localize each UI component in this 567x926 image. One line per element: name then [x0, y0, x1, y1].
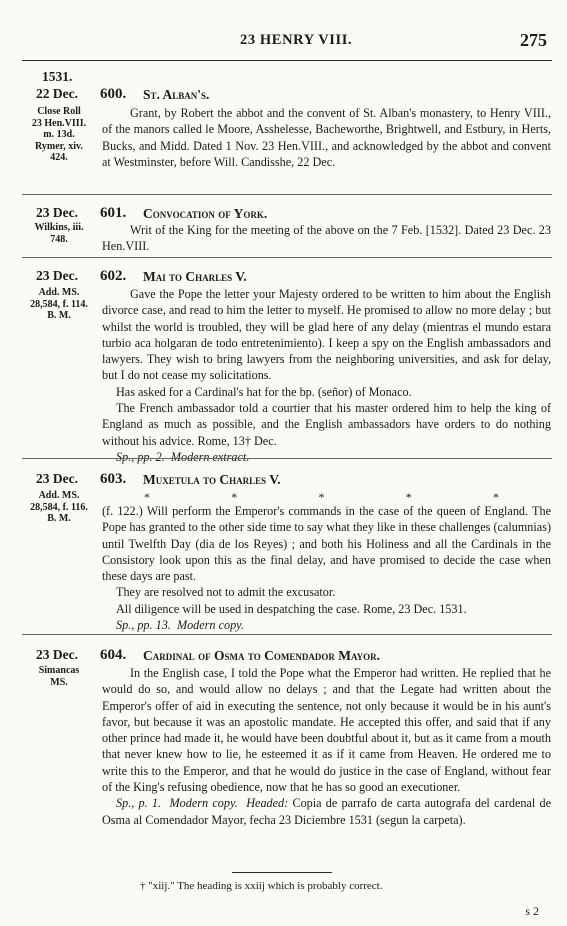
headed-text: Copia de parrafo de carta autografa del cardenal de Osma al Comendador Mayor, fecha 23 Diciembre 1531 (segun la carpeta). — [102, 796, 552, 827]
copy-type: Modern extract. — [170, 449, 250, 464]
entry-title: Muxetula to Charles V. — [143, 472, 281, 487]
entry-source — [22, 287, 96, 322]
copy-type: Modern copy. — [176, 618, 244, 633]
signature-mark: s 2 — [525, 904, 539, 918]
entry-paragraph: They are resolved not to admit the excusator. — [116, 585, 336, 600]
source-line: 28,584, f. 114. — [30, 298, 88, 310]
entry-number: 603. — [100, 471, 127, 487]
entry-paragraph: Has asked for a Cardinal's hat for the bp. (señor) of Monaco. — [116, 384, 412, 399]
year-label: 1531. — [42, 69, 73, 84]
entry-date: 23 Dec. — [36, 647, 78, 662]
entry-title: Convocation of York. — [143, 206, 268, 221]
source-line: Simancas — [38, 665, 80, 676]
star-mark: * — [231, 490, 238, 504]
source-line: 28,584, f. 116. — [30, 501, 88, 513]
entry-paragraph: The French ambassador told a courtier that his master ordered him to help the king of England as much as possible, and the English ambassadors have orders to do nothing without his advice. Rome, 13† Dec. — [102, 401, 551, 448]
copy-type: Modern copy. — [169, 796, 238, 811]
page-header — [0, 32, 567, 52]
entry-divider — [22, 458, 552, 459]
source-line: Close Roll — [37, 106, 81, 117]
header-rule — [22, 60, 552, 61]
entry-paragraph: Gave the Pope the letter your Majesty ordered to be written to him about the English divorce case, and read to him the letter to myself. He promised to allow no more delay ; but whilst the world is troubled, they will be glad here of any delay (mientras el mundo estara turbio aca holgaran de todo entretenimiento). I keep a spy on the English ambassadors and lawyers. They wish to bring lawyers from the neighboring universities, and ask for delay, but I do not cease my solicitations. — [102, 287, 551, 383]
entry-title: Mai to Charles V. — [143, 269, 247, 284]
source-line: Rymer, xiv. — [35, 140, 83, 152]
entry-body — [102, 105, 551, 170]
entry-source — [22, 490, 96, 525]
page-number: 275 — [520, 30, 547, 50]
entry-body — [102, 286, 551, 465]
entry-divider — [22, 194, 552, 195]
entry-number: 604. — [100, 647, 127, 663]
entry-number: 601. — [100, 205, 127, 221]
entry-paragraph: Grant, by Robert the abbot and the convent of St. Alban's monastery, to Henry VIII., of the manors called le Moore, Asshelesse, Bacheworthe, Brightwell, and Estbury, in Herts, Bucks, and Midd. Dated 1 Nov. 23 Hen.VIII., and acknowledged by the abbot and convent at Westminster, before Will. Candisshe, 22 Dec. — [102, 106, 551, 169]
entry-paragraph: Writ of the King for the meeting of the above on the 7 Feb. [1532]. Dated 23 Dec. 23 Hen.VIII. — [102, 223, 551, 254]
entry-number: 602. — [100, 268, 127, 284]
star-mark: * — [493, 490, 499, 504]
running-head: 23 HENRY VIII. — [240, 32, 353, 48]
entry-note — [102, 617, 551, 633]
entry-number: 600. — [100, 86, 127, 102]
entry-date: 23 Dec. — [36, 268, 78, 283]
entry-source — [22, 665, 96, 688]
entry-paragraph: All diligence will be used in despatching the case. Rome, 23 Dec. 1531. — [116, 601, 467, 616]
entry-source — [22, 106, 96, 164]
entry-paragraph: (f. 122.) Will perform the Emperor's commands in the case of the queen of England. The Pope has granted to the other side time to say what they like in these challenges (calumnias) until Twelfth Day (dia de los Reyes) ; and both his Holiness and all the Cardinals in the Consistory look upon this as the final delay, and have promised to decide the case when these days are past. — [102, 504, 551, 584]
source-line: B. M. — [47, 310, 71, 321]
entry-note — [102, 795, 551, 828]
entry-title: St. Alban's. — [143, 87, 210, 102]
source-line: Wilkins, iii. — [34, 222, 84, 233]
entry-divider — [22, 634, 552, 635]
source-line: m. 13d. — [43, 129, 75, 140]
headed-label: Headed: — [246, 796, 289, 811]
star-mark: * — [144, 490, 150, 504]
entry-body — [102, 222, 551, 255]
source-line: 23 Hen.VIII. — [31, 117, 87, 129]
star-mark: * — [318, 490, 325, 504]
entry-body — [102, 665, 551, 828]
entry-body — [102, 489, 551, 633]
source-line: Add. MS. — [38, 490, 80, 501]
entry-date: 23 Dec. — [36, 471, 78, 486]
source-line: MS. — [50, 676, 68, 688]
source-line: Add. MS. — [38, 287, 80, 298]
entry-paragraph: In the English case, I told the Pope what the Emperor had written. He replied that he would do so, and would allow no delays ; and that the Legate had written about the Emperor's offer of aid in executing the sentence, not only because it would be in his aunt's favor, but because it was an apostolic mandate. He accepted this offer, and said that if any other prince had made it, he would have been doubtful about it, but as it came from a mouth that never knew how to lie, he esteemed it as if it came from Heaven. He ordered me to write this to the Emperor, and that he would do justice in the case of England, without fear of the King's refusing obedience, now that he has so good an executioner. — [102, 666, 551, 795]
star-mark: * — [405, 490, 412, 504]
footnote-rule — [232, 872, 332, 873]
entry-title: Cardinal of Osma to Comendador Mayor. — [143, 648, 381, 663]
source-line: 424. — [50, 152, 68, 163]
sp-reference: Sp., pp. 13. — [116, 618, 171, 633]
entry-date: 22 Dec. — [36, 86, 78, 101]
entry-date: 23 Dec. — [36, 205, 78, 220]
footnote: † "xiij." The heading is xxiij which is probably correct. — [140, 880, 383, 892]
source-line: B. M. — [47, 513, 71, 524]
sp-reference: Sp., pp. 2. — [116, 449, 165, 464]
source-line: 748. — [50, 233, 68, 245]
entry-source — [22, 222, 96, 245]
omission-stars — [102, 489, 551, 503]
sp-reference: Sp., p. 1. — [116, 796, 162, 811]
entry-divider — [22, 257, 552, 258]
